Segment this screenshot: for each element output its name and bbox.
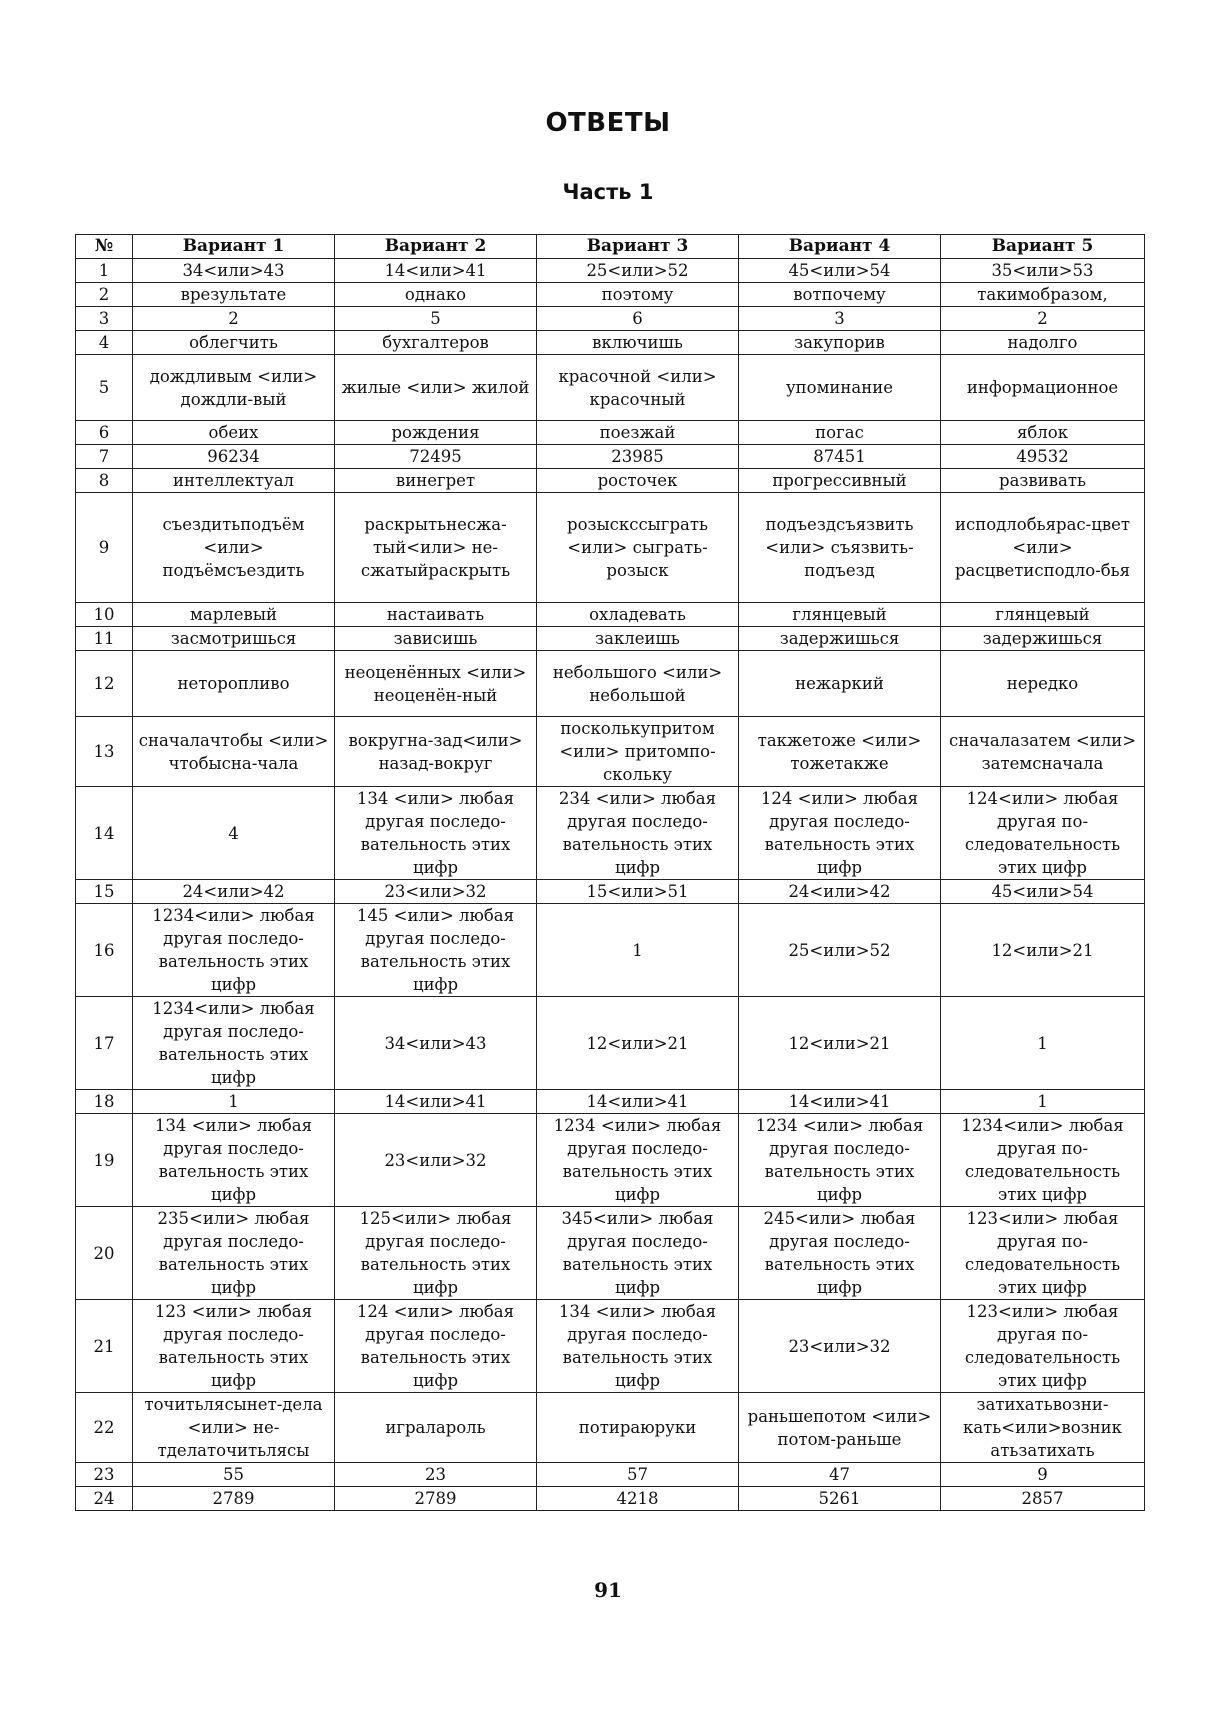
table-row xyxy=(76,331,1145,355)
answer-cell-variant-3: росточек xyxy=(537,469,739,493)
row-number: 4 xyxy=(76,331,133,355)
table-row xyxy=(76,1463,1145,1487)
answer-cell-variant-2: 72495 xyxy=(335,445,537,469)
answer-cell-variant-2: 125<или> любая другая последо-вательность этих цифр xyxy=(335,1207,537,1300)
answer-cell-variant-5: 45<или>54 xyxy=(941,880,1145,904)
table-row xyxy=(76,355,1145,421)
answer-cell-variant-1: дождливым <или> дождли-вый xyxy=(133,355,335,421)
row-number: 20 xyxy=(76,1207,133,1300)
row-number: 18 xyxy=(76,1090,133,1114)
row-number: 24 xyxy=(76,1487,133,1511)
answer-cell-variant-5: 123<или> любая другая по-следовательность этих цифр xyxy=(941,1300,1145,1393)
answer-cell-variant-3: 57 xyxy=(537,1463,739,1487)
table-row xyxy=(76,1207,1145,1300)
answer-cell-variant-1: обеих xyxy=(133,421,335,445)
answer-cell-variant-4: 3 xyxy=(739,307,941,331)
answer-cell-variant-4: 1234 <или> любая другая последо-вательность этих цифр xyxy=(739,1114,941,1207)
page-number: 91 xyxy=(594,1578,622,1602)
answer-cell-variant-2: 2789 xyxy=(335,1487,537,1511)
answer-cell-variant-2: игралароль xyxy=(335,1393,537,1463)
table-row xyxy=(76,997,1145,1090)
row-number: 12 xyxy=(76,651,133,717)
answer-cell-variant-2: зависишь xyxy=(335,627,537,651)
answer-cell-variant-3: 6 xyxy=(537,307,739,331)
answer-cell-variant-5: 35<или>53 xyxy=(941,259,1145,283)
answer-cell-variant-1: 55 xyxy=(133,1463,335,1487)
answer-cell-variant-1: 2 xyxy=(133,307,335,331)
row-number: 17 xyxy=(76,997,133,1090)
row-number: 2 xyxy=(76,283,133,307)
answer-cell-variant-1: 235<или> любая другая последо-вательность этих цифр xyxy=(133,1207,335,1300)
answer-cell-variant-4: раньшепотом <или> потом-раньше xyxy=(739,1393,941,1463)
answer-cell-variant-1: 4 xyxy=(133,787,335,880)
row-number: 5 xyxy=(76,355,133,421)
answer-cell-variant-5: надолго xyxy=(941,331,1145,355)
section-subtitle: Часть 1 xyxy=(562,180,654,204)
table-row xyxy=(76,469,1145,493)
answer-cell-variant-3: 1 xyxy=(537,904,739,997)
table-row xyxy=(76,651,1145,717)
answers-body xyxy=(76,259,1145,1511)
row-number: 14 xyxy=(76,787,133,880)
row-number: 13 xyxy=(76,717,133,787)
table-row xyxy=(76,307,1145,331)
answer-cell-variant-2: рождения xyxy=(335,421,537,445)
answer-cell-variant-5: исподлобьярас-цвет <или> расцветисподло-бья xyxy=(941,493,1145,603)
answer-cell-variant-1: 123 <или> любая другая последо-вательность этих цифр xyxy=(133,1300,335,1393)
answer-cell-variant-5: 9 xyxy=(941,1463,1145,1487)
table-row xyxy=(76,1090,1145,1114)
table-row xyxy=(76,787,1145,880)
answer-cell-variant-4: закупорив xyxy=(739,331,941,355)
row-number: 3 xyxy=(76,307,133,331)
row-number: 22 xyxy=(76,1393,133,1463)
answer-cell-variant-4: подъездсъязвить <или> съязвить-подъезд xyxy=(739,493,941,603)
answer-cell-variant-5: 12<или>21 xyxy=(941,904,1145,997)
answer-cell-variant-4: 87451 xyxy=(739,445,941,469)
answer-cell-variant-3: поэтому xyxy=(537,283,739,307)
header-variant-3: Вариант 3 xyxy=(537,235,739,259)
answer-cell-variant-1: марлевый xyxy=(133,603,335,627)
table-row xyxy=(76,1114,1145,1207)
answer-cell-variant-1: 34<или>43 xyxy=(133,259,335,283)
answer-cell-variant-1: облегчить xyxy=(133,331,335,355)
answer-cell-variant-2: 14<или>41 xyxy=(335,1090,537,1114)
answer-cell-variant-4: 25<или>52 xyxy=(739,904,941,997)
answer-cell-variant-4: 24<или>42 xyxy=(739,880,941,904)
row-number: 16 xyxy=(76,904,133,997)
answer-cell-variant-1: засмотришься xyxy=(133,627,335,651)
row-number: 19 xyxy=(76,1114,133,1207)
answer-cell-variant-1: врезультате xyxy=(133,283,335,307)
answer-cell-variant-2: настаивать xyxy=(335,603,537,627)
answer-cell-variant-1: 2789 xyxy=(133,1487,335,1511)
answer-cell-variant-1: съездитьподъём <или> подъёмсъездить xyxy=(133,493,335,603)
answer-cell-variant-5: 49532 xyxy=(941,445,1145,469)
answer-cell-variant-5: развивать xyxy=(941,469,1145,493)
answer-cell-variant-2: бухгалтеров xyxy=(335,331,537,355)
answer-cell-variant-5: информационное xyxy=(941,355,1145,421)
row-number: 7 xyxy=(76,445,133,469)
table-row xyxy=(76,880,1145,904)
answer-cell-variant-3: 25<или>52 xyxy=(537,259,739,283)
row-number: 11 xyxy=(76,627,133,651)
row-number: 6 xyxy=(76,421,133,445)
answer-cell-variant-4: 12<или>21 xyxy=(739,997,941,1090)
answer-cell-variant-1: неторопливо xyxy=(133,651,335,717)
answer-cell-variant-1: 1234<или> любая другая последо-вательность этих цифр xyxy=(133,904,335,997)
answer-cell-variant-3: потираюруки xyxy=(537,1393,739,1463)
answer-cell-variant-2: 23<или>32 xyxy=(335,880,537,904)
answer-cell-variant-4: 245<или> любая другая последо-вательность этих цифр xyxy=(739,1207,941,1300)
answers-table xyxy=(75,234,1145,1511)
answer-cell-variant-2: раскрытьнесжа-тый<или> не-сжатыйраскрыть xyxy=(335,493,537,603)
answer-cell-variant-2: жилые <или> жилой xyxy=(335,355,537,421)
answer-cell-variant-4: задержишься xyxy=(739,627,941,651)
answer-cell-variant-2: 124 <или> любая другая последо-вательность этих цифр xyxy=(335,1300,537,1393)
answer-cell-variant-5: сначалазатем <или> затемсначала xyxy=(941,717,1145,787)
answer-cell-variant-3: небольшого <или> небольшой xyxy=(537,651,739,717)
table-header-row xyxy=(76,235,1145,259)
answer-cell-variant-3: красочной <или> красочный xyxy=(537,355,739,421)
answer-cell-variant-1: сначалачтобы <или> чтобысна-чала xyxy=(133,717,335,787)
answer-cell-variant-3: заклеишь xyxy=(537,627,739,651)
answer-cell-variant-2: вокругна-зад<или> назад-вокруг xyxy=(335,717,537,787)
answer-cell-variant-4: 5261 xyxy=(739,1487,941,1511)
answer-cell-variant-4: глянцевый xyxy=(739,603,941,627)
answer-cell-variant-4: 47 xyxy=(739,1463,941,1487)
answer-cell-variant-4: упоминание xyxy=(739,355,941,421)
answer-cell-variant-3: 134 <или> любая другая последо-вательность этих цифр xyxy=(537,1300,739,1393)
table-row xyxy=(76,904,1145,997)
answer-cell-variant-2: винегрет xyxy=(335,469,537,493)
answer-cell-variant-4: вотпочему xyxy=(739,283,941,307)
answer-cell-variant-5: 124<или> любая другая по-следовательность этих цифр xyxy=(941,787,1145,880)
answer-cell-variant-3: 12<или>21 xyxy=(537,997,739,1090)
answer-cell-variant-5: 1 xyxy=(941,1090,1145,1114)
answer-cell-variant-5: затихатьвозни-кать<или>возник атьзатихать xyxy=(941,1393,1145,1463)
answer-cell-variant-5: задержишься xyxy=(941,627,1145,651)
table-row xyxy=(76,445,1145,469)
answer-cell-variant-3: 14<или>41 xyxy=(537,1090,739,1114)
table-row xyxy=(76,1487,1145,1511)
row-number: 15 xyxy=(76,880,133,904)
answer-cell-variant-1: 24<или>42 xyxy=(133,880,335,904)
answer-cell-variant-5: 1 xyxy=(941,997,1145,1090)
answer-cell-variant-5: 2 xyxy=(941,307,1145,331)
answer-cell-variant-5: такимобразом, xyxy=(941,283,1145,307)
answer-cell-variant-2: однако xyxy=(335,283,537,307)
answer-cell-variant-3: 345<или> любая другая последо-вательность этих цифр xyxy=(537,1207,739,1300)
answer-cell-variant-5: нередко xyxy=(941,651,1145,717)
row-number: 8 xyxy=(76,469,133,493)
answer-cell-variant-2: 23<или>32 xyxy=(335,1114,537,1207)
answer-cell-variant-3: включишь xyxy=(537,331,739,355)
table-row xyxy=(76,1393,1145,1463)
answer-cell-variant-3: 1234 <или> любая другая последо-вательность этих цифр xyxy=(537,1114,739,1207)
answer-cell-variant-2: 34<или>43 xyxy=(335,997,537,1090)
answer-cell-variant-1: 1234<или> любая другая последо-вательность этих цифр xyxy=(133,997,335,1090)
answer-cell-variant-1: 134 <или> любая другая последо-вательность этих цифр xyxy=(133,1114,335,1207)
answer-cell-variant-4: 23<или>32 xyxy=(739,1300,941,1393)
row-number: 10 xyxy=(76,603,133,627)
row-number: 1 xyxy=(76,259,133,283)
answer-cell-variant-4: такжетоже <или> тожетакже xyxy=(739,717,941,787)
answer-cell-variant-3: поезжай xyxy=(537,421,739,445)
header-variant-4: Вариант 4 xyxy=(739,235,941,259)
answer-cell-variant-5: 2857 xyxy=(941,1487,1145,1511)
answer-cell-variant-1: точитьлясынет-дела <или> не-тделаточитьлясы xyxy=(133,1393,335,1463)
answer-cell-variant-2: 5 xyxy=(335,307,537,331)
answer-cell-variant-3: 15<или>51 xyxy=(537,880,739,904)
answer-cell-variant-2: 145 <или> любая другая последо-вательность этих цифр xyxy=(335,904,537,997)
table-row xyxy=(76,283,1145,307)
answer-cell-variant-2: 23 xyxy=(335,1463,537,1487)
table-row xyxy=(76,493,1145,603)
answer-cell-variant-2: 14<или>41 xyxy=(335,259,537,283)
header-variant-1: Вариант 1 xyxy=(133,235,335,259)
page-title: ОТВЕТЫ xyxy=(545,108,671,138)
answer-cell-variant-3: розыскcсыграть <или> сыграть-розыск xyxy=(537,493,739,603)
answer-cell-variant-4: 124 <или> любая другая последо-вательность этих цифр xyxy=(739,787,941,880)
answer-cell-variant-1: интеллектуал xyxy=(133,469,335,493)
table-row xyxy=(76,1300,1145,1393)
table-row xyxy=(76,717,1145,787)
table-row xyxy=(76,259,1145,283)
answer-cell-variant-3: 234 <или> любая другая последо-вательность этих цифр xyxy=(537,787,739,880)
row-number: 21 xyxy=(76,1300,133,1393)
answer-cell-variant-3: посколькупритом <или> притомпо-скольку xyxy=(537,717,739,787)
answer-cell-variant-3: 23985 xyxy=(537,445,739,469)
row-number: 23 xyxy=(76,1463,133,1487)
answer-cell-variant-1: 1 xyxy=(133,1090,335,1114)
table-row xyxy=(76,603,1145,627)
header-number: № xyxy=(76,235,133,259)
answer-cell-variant-5: 1234<или> любая другая по-следовательность этих цифр xyxy=(941,1114,1145,1207)
answer-cell-variant-4: 45<или>54 xyxy=(739,259,941,283)
table-row xyxy=(76,627,1145,651)
answer-cell-variant-4: 14<или>41 xyxy=(739,1090,941,1114)
answer-cell-variant-2: 134 <или> любая другая последо-вательность этих цифр xyxy=(335,787,537,880)
answer-cell-variant-5: 123<или> любая другая по-следовательность этих цифр xyxy=(941,1207,1145,1300)
answer-cell-variant-5: глянцевый xyxy=(941,603,1145,627)
answer-cell-variant-2: неоценённых <или> неоценён-ный xyxy=(335,651,537,717)
answer-cell-variant-1: 96234 xyxy=(133,445,335,469)
answer-cell-variant-4: нежаркий xyxy=(739,651,941,717)
answer-cell-variant-4: погас xyxy=(739,421,941,445)
answer-cell-variant-3: охладевать xyxy=(537,603,739,627)
answer-cell-variant-3: 4218 xyxy=(537,1487,739,1511)
answer-cell-variant-5: яблок xyxy=(941,421,1145,445)
answer-cell-variant-4: прогрессивный xyxy=(739,469,941,493)
header-variant-2: Вариант 2 xyxy=(335,235,537,259)
table-row xyxy=(76,421,1145,445)
row-number: 9 xyxy=(76,493,133,603)
header-variant-5: Вариант 5 xyxy=(941,235,1145,259)
